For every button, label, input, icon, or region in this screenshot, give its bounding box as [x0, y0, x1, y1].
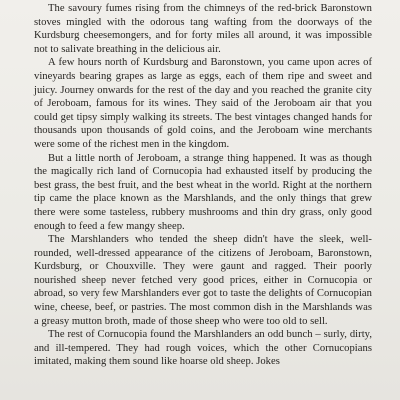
paragraph-3: But a little north of Jeroboam, a strange thing happened. It was as though the magically rich land of Cornucopia had exhausted itself by producing the best grass, the best fruit, and the best wheat in the world. Right at the northern tip came the place known as the Marshlands, and the only things that grew there were some tasteless, rubbery mushrooms and thin dry grass, only good enough to feed a few mangy sheep. [34, 152, 372, 232]
paragraph-5: The rest of Cornucopia found the Marshlanders an odd bunch – surly, dirty, and ill-tempered. They had rough voices, which the other Cornucopians imitated, making them sound like hoarse old sheep. Jokes [34, 329, 372, 368]
paragraph-4: The Marshlanders who tended the sheep didn't have the sleek, well-rounded, well-dressed appearance of the citizens of Jeroboam, Baronstown, Kurdsburg, or Chouxville. They were gaunt and ragged. Their poorly nourished sheep never fetched very good prices, either in Cornucopia or abroad, so very few Marshlanders ever got to taste the delights of Cornucopian wine, cheese, beef, or pastries. The most common dish in the Marshlands was a greasy mutton broth, made of those sheep who were too old to sell. [34, 234, 372, 327]
page-text [34, 2, 372, 369]
paragraph-1: The savoury fumes rising from the chimneys of the red-brick Baronstown stoves mingled with the odorous tang wafting from the doorways of the Kurdsburg cheesemongers, and for forty miles all around, it was impossible not to salivate breathing in the delicious air. [34, 3, 372, 55]
paragraph-2: A few hours north of Kurdsburg and Baronstown, you came upon acres of vineyards bearing grapes as large as eggs, each of them ripe and sweet and juicy. Journey onwards for the rest of the day and you reached the granite city of Jeroboam, famous for its wines. They said of the Jeroboam air that you could get tipsy simply walking its streets. The best vintages changed hands for thousands upon thousands of gold coins, and the Jeroboam wine merchants were some of the richest men in the kingdom. [34, 57, 372, 150]
